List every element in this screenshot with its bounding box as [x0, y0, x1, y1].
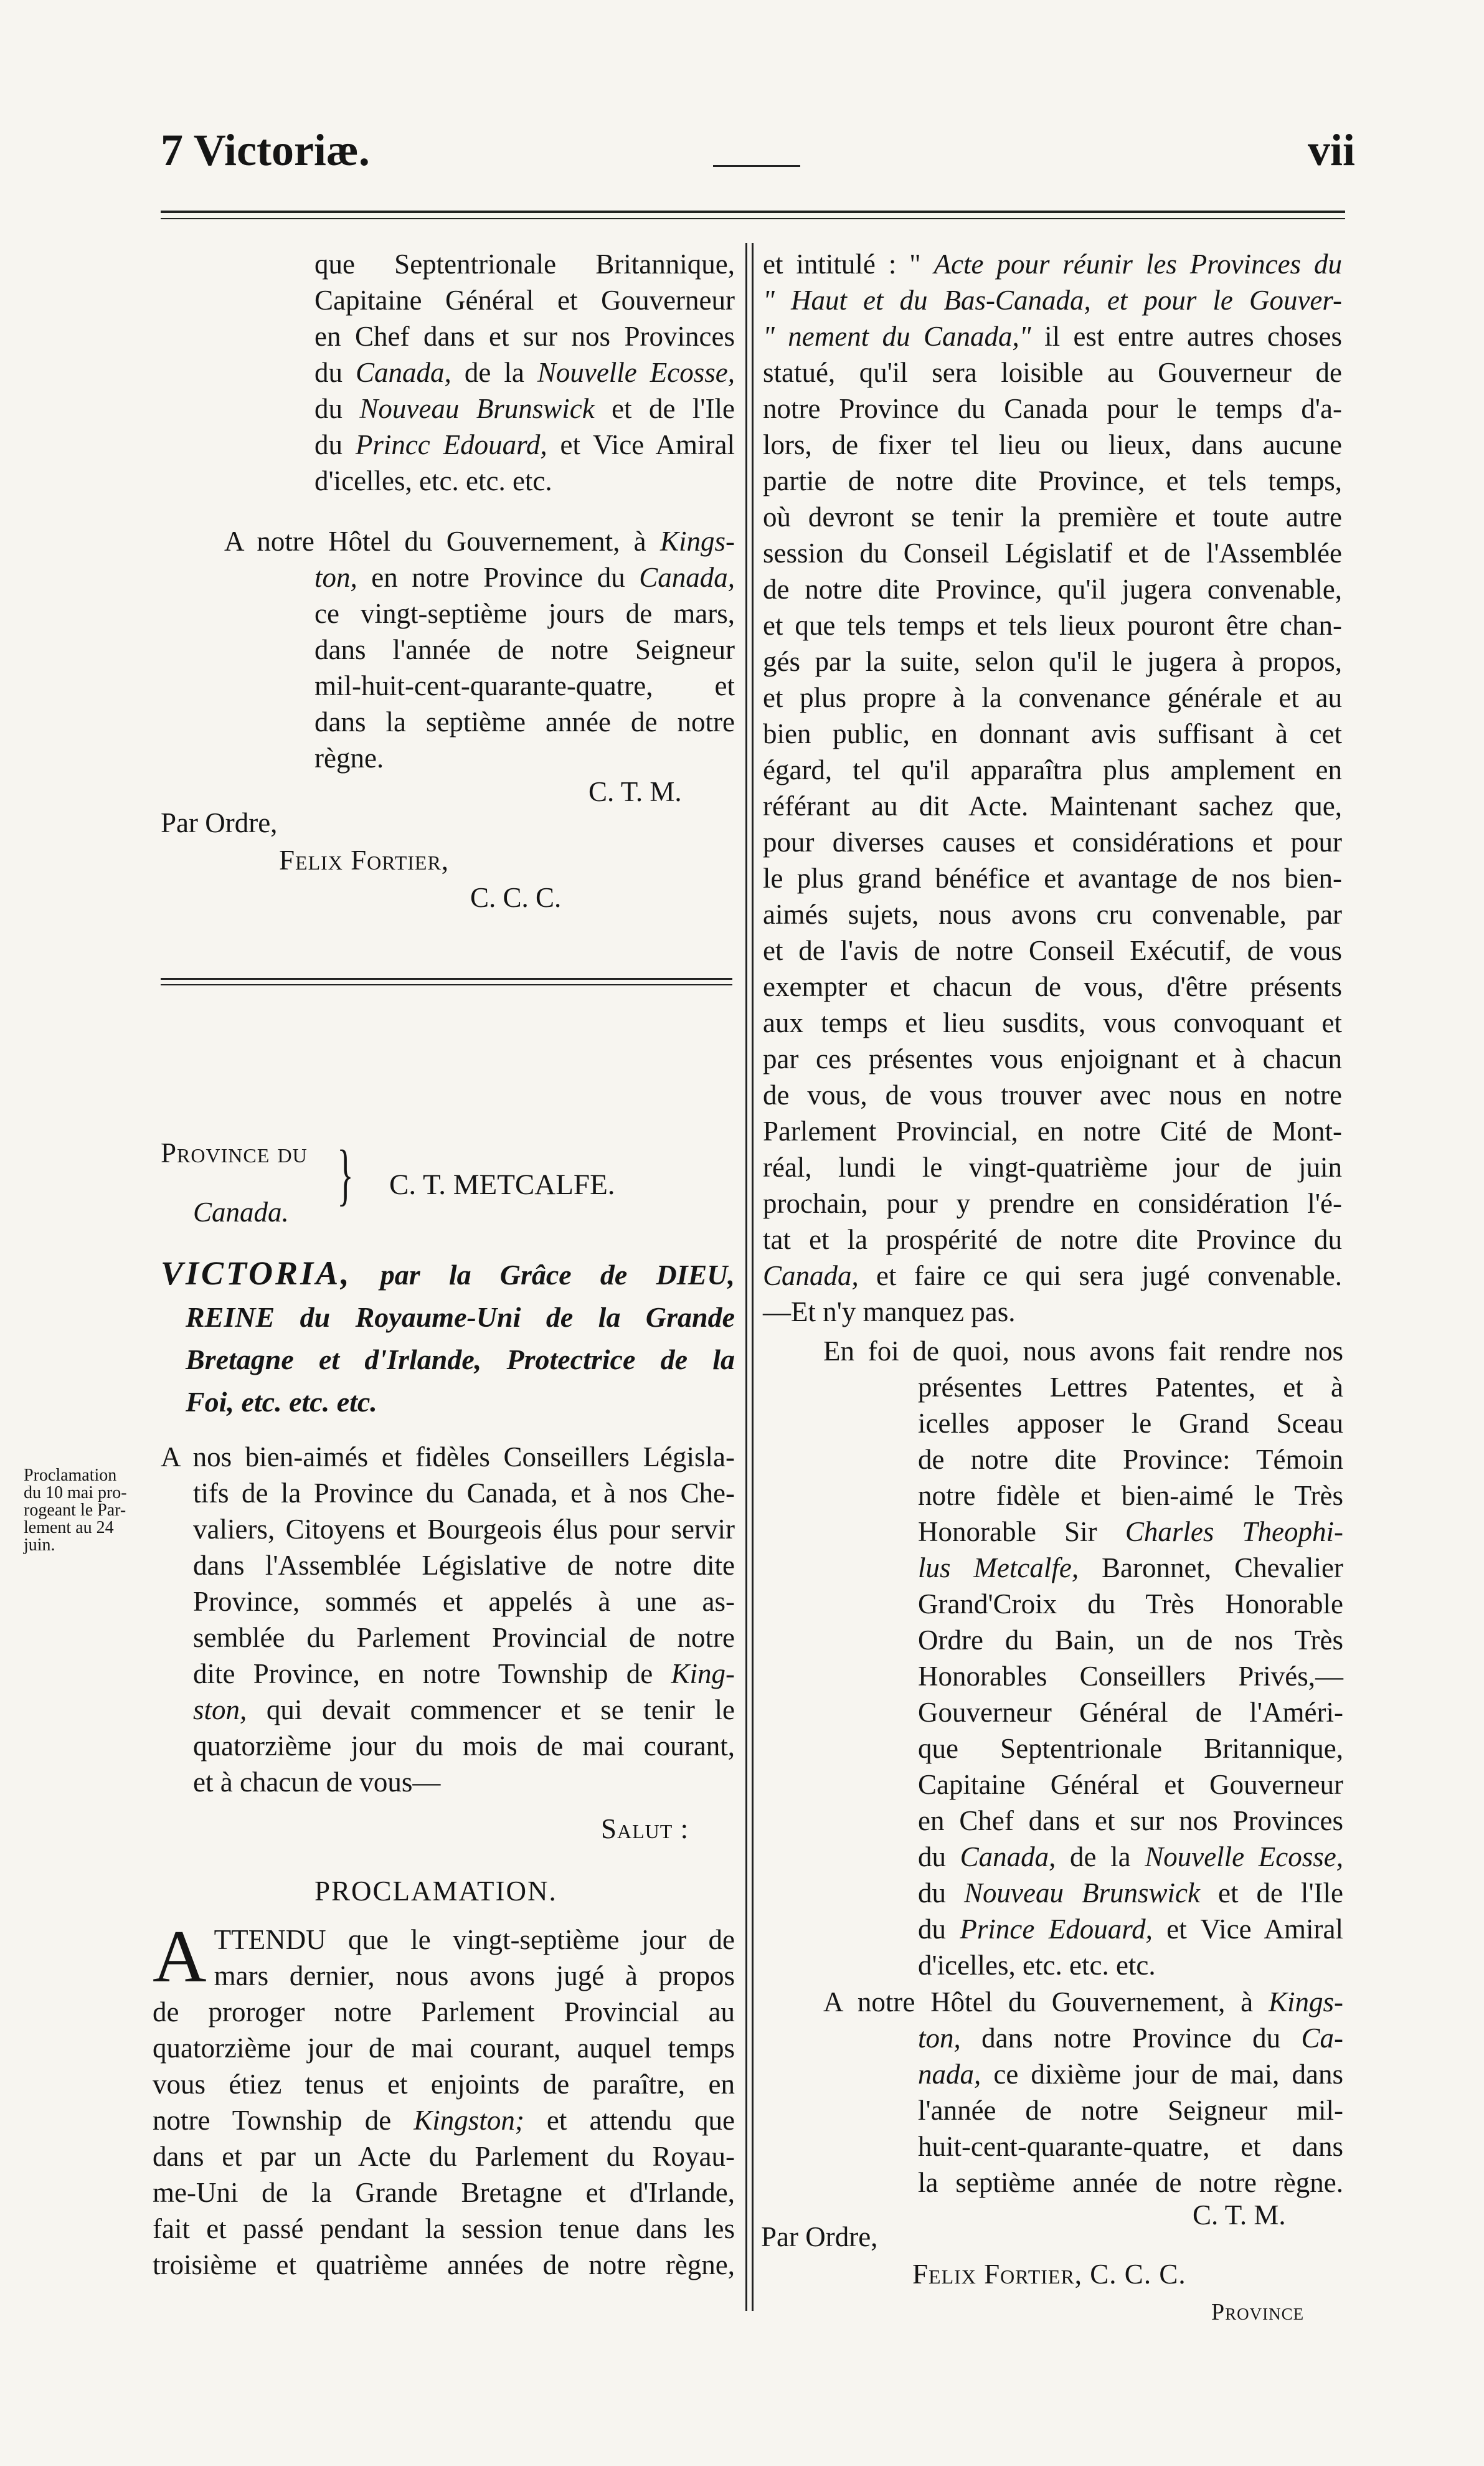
text-line: du Prince Edouard, et Vice Amiral — [918, 1914, 1344, 1945]
text-line: quatorzième jour de mai courant, auquel temps — [153, 2032, 735, 2064]
text-line: —Et n'y manquez pas. — [763, 1296, 1016, 1327]
text-line: VICTORIA, par la Grâce de DIEU, — [161, 1254, 735, 1292]
text-line: exempter et chacun de vous, d'être présents — [763, 971, 1342, 1002]
note-line: lement au 24 — [24, 1518, 114, 1537]
text-line: Capitaine Général et Gouverneur — [918, 1769, 1343, 1800]
text-line: référant au dit Acte. Maintenant sachez que, — [763, 790, 1342, 822]
section-rule — [161, 978, 732, 980]
text-line: de notre dite Province: Témoin — [918, 1444, 1343, 1475]
text-line: prochain, pour y prendre en considération l'é- — [763, 1188, 1342, 1219]
text-line: tat et la prospérité de notre dite Province du — [763, 1224, 1342, 1255]
proclamation-heading: PROCLAMATION. — [314, 1876, 557, 1907]
text-line: en Chef dans et sur nos Provinces — [918, 1805, 1343, 1836]
proclamation-body — [153, 1915, 735, 2283]
text-line: d'icelles, etc. etc. etc. — [314, 465, 552, 496]
text-line: fait et passé pendant la session tenue dans les — [153, 2213, 735, 2244]
text-line: " Haut et du Bas-Canada, et pour le Gouver- — [763, 285, 1342, 316]
page-number: vii — [1308, 125, 1356, 175]
text-line: Capitaine Général et Gouverneur — [314, 285, 735, 316]
text-line: où devront se tenir la première et toute autre — [763, 501, 1342, 533]
text-line: que Septentrionale Britannique, — [918, 1733, 1343, 1764]
margin-note — [24, 1467, 151, 1554]
par-ordre: Par Ordre, — [161, 807, 278, 838]
text-line: d'icelles, etc. etc. etc. — [918, 1950, 1156, 1981]
text-line: aux temps et lieu susdits, vous convoquant et — [763, 1007, 1342, 1038]
text-line: statué, qu'il sera loisible au Gouverneur de — [763, 357, 1342, 388]
text-line: règne. — [314, 742, 384, 774]
text-line: semblée du Parlement Provincial de notre — [193, 1622, 735, 1653]
text-line: du Nouveau Brunswick et de l'Ile — [314, 393, 735, 424]
text-line: A notre Hôtel du Gouvernement, à Kings- — [823, 1986, 1343, 2018]
header-dash — [713, 165, 800, 167]
text-line: égard, tel qu'il apparaîtra plus amplement en — [763, 754, 1342, 785]
attestation-block — [823, 1333, 1343, 1983]
text-line: le plus grand bénéfice et avantage de nos bien- — [763, 863, 1342, 894]
header-rule — [161, 211, 1345, 213]
text-line: du Canada, de la Nouvelle Ecosse, — [918, 1841, 1343, 1872]
text-line: Province, sommés et appelés à une as- — [193, 1586, 735, 1617]
text-line: vous étiez tenus et enjoints de paraître, en — [153, 2069, 735, 2100]
left-continuation — [314, 246, 735, 499]
running-head-left: 7 Victoriæ. — [161, 125, 370, 175]
column-divider — [745, 243, 747, 2311]
canada-label: Canada. — [193, 1197, 289, 1228]
text-line: l'année de notre Seigneur mil- — [918, 2095, 1343, 2126]
text-line: de vous, de vous trouver avec nous en notre — [763, 1079, 1342, 1111]
text-line: et que tels temps et tels lieux pouront être chan- — [763, 610, 1342, 641]
text-line: et à chacun de vous— — [193, 1767, 441, 1798]
text-line: Honorable Sir Charles Theophi- — [918, 1516, 1343, 1547]
text-line: mars dernier, nous avons jugé à propos — [214, 1960, 735, 1991]
text-line: session du Conseil Législatif et de l'Assemblée — [763, 538, 1342, 569]
text-line: icelles apposer le Grand Sceau — [918, 1408, 1343, 1439]
text-line: ce vingt-septième jours de mars, — [314, 598, 735, 629]
province-label: Province du — [161, 1137, 308, 1169]
text-line: Ordre du Bain, un de nos Très — [918, 1624, 1343, 1656]
proclamation-title — [161, 1252, 735, 1423]
text-line: lus Metcalfe, Baronnet, Chevalier — [918, 1552, 1343, 1583]
text-line: " nement du Canada," il est entre autres choses — [763, 321, 1342, 352]
text-line: mil-huit-cent-quarante-quatre, et — [314, 670, 735, 701]
address-paragraph — [161, 1439, 735, 1800]
note-line: rogeant le Par- — [24, 1501, 126, 1520]
signatory-title: C. C. C. — [470, 882, 562, 913]
header-rule-thin — [161, 218, 1345, 219]
text-line: Grand'Croix du Très Honorable — [918, 1588, 1343, 1619]
text-line: par ces présentes vous enjoignant et à chacun — [763, 1043, 1342, 1074]
text-line: en Chef dans et sur nos Provinces — [314, 321, 735, 352]
right-hotel-block — [823, 1984, 1343, 2201]
text-line: de notre dite Province, qu'il jugera convenable, — [763, 574, 1342, 605]
text-line: et de l'avis de notre Conseil Exécutif, de vous — [763, 935, 1342, 966]
left-hotel-block — [224, 523, 735, 776]
brace-glyph: } — [337, 1136, 354, 1212]
text-line: me-Uni de la Grande Bretagne et d'Irlande, — [153, 2177, 735, 2208]
text-line: huit-cent-quarante-quatre, et dans — [918, 2131, 1343, 2162]
text-line: notre fidèle et bien-aimé le Très — [918, 1480, 1343, 1511]
text-line: dans la septième année de notre — [314, 706, 735, 737]
text-line: et plus propre à la convenance générale et au — [763, 682, 1342, 713]
text-line: dans l'Assemblée Législative de notre dite — [193, 1550, 735, 1581]
text-line: ton, en notre Province du Canada, — [314, 562, 735, 593]
text-line: la septième année de notre règne. — [918, 2167, 1343, 2198]
signature-initials-right: C. T. M. — [1193, 2199, 1286, 2231]
signatory-name: Felix Fortier, — [279, 845, 450, 876]
text-line: pour diverses causes et considérations et pour — [763, 827, 1342, 858]
text-line: tifs de la Province du Canada, et à nos Che- — [193, 1477, 735, 1509]
text-line: Gouverneur Général de l'Améri- — [918, 1697, 1343, 1728]
text-line: quatorzième jour du mois de mai courant, — [193, 1730, 735, 1762]
note-line: du 10 mai pro- — [24, 1483, 127, 1502]
drop-cap: A — [153, 1915, 207, 1998]
text-line: troisième et quatrième années de notre règne, — [153, 2249, 735, 2280]
par-ordre-right: Par Ordre, — [761, 2221, 878, 2252]
right-body — [763, 246, 1342, 1330]
text-line: présentes Lettres Patentes, et à — [918, 1372, 1343, 1403]
note-line: Proclamation — [24, 1466, 117, 1485]
salut: Salut : — [601, 1813, 689, 1844]
text-line: que Septentrionale Britannique, — [314, 249, 735, 280]
text-line: gés par la suite, selon qu'il le jugera à propos, — [763, 646, 1342, 677]
text-line: dans l'année de notre Seigneur — [314, 634, 735, 665]
text-line: notre Township de Kingston; et attendu que — [153, 2105, 735, 2136]
governor-name: C. T. METCALFE. — [389, 1169, 615, 1201]
text-line: de proroger notre Parlement Provincial au — [153, 1996, 735, 2027]
text-line: dans et par un Acte du Parlement du Royau- — [153, 2141, 735, 2172]
text-line: dite Province, en notre Township de King- — [193, 1658, 735, 1689]
text-line: valiers, Citoyens et Bourgeois élus pour servir — [193, 1514, 735, 1545]
text-line: Canada, et faire ce qui sera jugé convenable. — [763, 1260, 1342, 1291]
text-line: bien public, en donnant avis suffisant à cet — [763, 718, 1342, 749]
text-line: partie de notre dite Province, et tels temps, — [763, 465, 1342, 496]
text-line: En foi de quoi, nous avons fait rendre nos — [823, 1335, 1343, 1367]
text-line: Bretagne et d'Irlande, Protectrice de la — [186, 1344, 735, 1375]
text-line: lors, de fixer tel lieu ou lieux, dans aucune — [763, 429, 1342, 460]
text-line: notre Province du Canada pour le temps d'a- — [763, 393, 1342, 424]
signature-initials: C. T. M. — [588, 776, 682, 807]
column-divider-second — [752, 243, 754, 2311]
text-line: A nos bien-aimés et fidèles Conseillers Législa- — [161, 1441, 735, 1472]
text-line: Foi, etc. etc. etc. — [186, 1386, 377, 1418]
note-line: juin. — [24, 1535, 55, 1555]
text-line: aimés sujets, nous avons cru convenable, par — [763, 899, 1342, 930]
signatory-right: Felix Fortier, C. C. C. — [912, 2259, 1186, 2290]
text-line: Honorables Conseillers Privés,— — [918, 1661, 1343, 1692]
text-line: ton, dans notre Province du Ca- — [918, 2023, 1343, 2054]
text-line: du Canada, de la Nouvelle Ecosse, — [314, 357, 735, 388]
text-line: Parlement Provincial, en notre Cité de Mont- — [763, 1116, 1342, 1147]
text-line: nada, ce dixième jour de mai, dans — [918, 2059, 1343, 2090]
text-line: du Nouveau Brunswick et de l'Ile — [918, 1877, 1344, 1909]
text-line: du Princc Edouard, et Vice Amiral — [314, 429, 735, 460]
catchword: Province — [1211, 2299, 1305, 2325]
text-line: et intitulé : " Acte pour réunir les Provinces du — [763, 249, 1342, 280]
text-line: TTENDU que le vingt-septième jour de — [214, 1924, 735, 1955]
text-line: REINE du Royaume-Uni de la Grande — [186, 1301, 735, 1333]
text-line: réal, lundi le vingt-quatrième jour de juin — [763, 1152, 1342, 1183]
text-line: A notre Hôtel du Gouvernement, à Kings- — [224, 526, 735, 557]
text-line: ston, qui devait commencer et se tenir le — [193, 1694, 735, 1725]
section-rule-thin — [161, 984, 732, 985]
